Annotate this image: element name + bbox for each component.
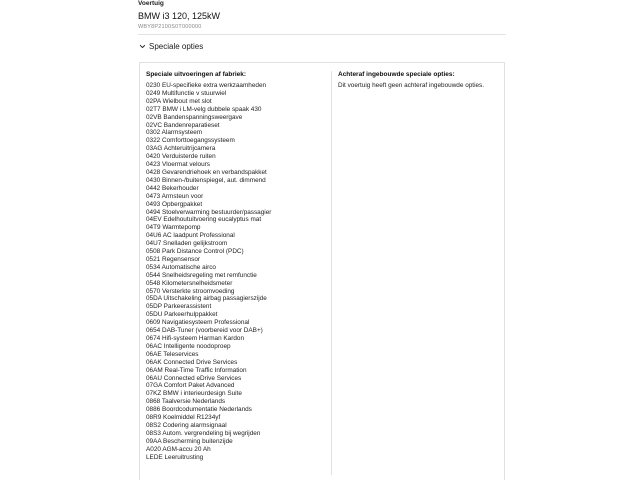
factory-option-item: 09AA Bescherming buitenzijde xyxy=(146,437,233,445)
aftermarket-options-text: Dit voertuig heeft geen achteraf ingebouwde opties. xyxy=(338,82,485,89)
aftermarket-options-title: Achteraf ingebouwde speciale opties: xyxy=(338,71,455,78)
factory-option-item: 04U7 Snelladen gelijkstroom xyxy=(146,240,228,248)
factory-option-item: LEDE Leeruitrusting xyxy=(146,453,204,461)
factory-option-item: 0302 Alarmsysteem xyxy=(146,129,203,137)
factory-option-item: 0654 DAB-Tuner (voorbereid voor DAB+) xyxy=(146,327,263,335)
factory-option-item: 04EV Edelhoutuitvoering eucalyptus mat xyxy=(146,216,262,224)
column-divider xyxy=(331,71,332,475)
factory-option-item: 0548 Kilometersnelheidsmeter xyxy=(146,279,233,287)
factory-option-item: 0230 EU-specifieke extra werkzaamheden xyxy=(146,82,267,89)
factory-option-item: 0494 Stoelverwarming bestuurder/passagier xyxy=(146,208,272,216)
factory-option-item: 0420 Verduisterde ruiten xyxy=(146,153,216,161)
factory-option-item: 0430 Binnen-/buitenspiegel, aut. dimmend xyxy=(146,176,266,184)
factory-option-item: 0570 Versterkte stroomvoeding xyxy=(146,287,235,295)
chevron-down-icon xyxy=(139,43,146,50)
special-options-panel xyxy=(139,62,505,480)
factory-option-item: 07GA Comfort Paket Advanced xyxy=(146,382,235,390)
factory-option-item: 0544 Snelheidsregeling met remfunctie xyxy=(146,271,257,279)
factory-options-list xyxy=(146,82,326,462)
vehicle-title: BMW i3 120, 125kW xyxy=(138,11,221,21)
vehicle-header xyxy=(138,0,506,31)
factory-option-item: 06AU Connected eDrive Services xyxy=(146,374,242,382)
factory-option-item: 04U6 AC laadpunt Professional xyxy=(146,232,235,240)
vehicle-kicker: Voertuig xyxy=(138,0,164,7)
factory-option-item: 0423 Vloermat velours xyxy=(146,161,210,169)
factory-options-column xyxy=(146,71,326,462)
factory-option-item: 06AM Real-Time Traffic Information xyxy=(146,366,247,374)
factory-option-item: 0493 Opbergpakket xyxy=(146,200,203,208)
factory-option-item: 02PA Wielbout met slot xyxy=(146,97,212,105)
aftermarket-options-column xyxy=(338,71,498,90)
factory-option-item: A020 AGM-accu 20 Ah xyxy=(146,445,211,453)
factory-option-item: 0609 Navigatiesysteem Professional xyxy=(146,319,250,327)
factory-option-item: 02VC Bandenreparatieset xyxy=(146,121,220,129)
special-options-title: Speciale opties xyxy=(149,42,204,51)
factory-option-item: 0428 Gevarendriehoek en verbandspakket xyxy=(146,168,267,176)
factory-option-item: 08R9 Koelmiddel R1234yf xyxy=(146,414,221,422)
factory-option-item: 0442 Bekerhouder xyxy=(146,184,199,192)
factory-option-item: 06AK Connected Drive Services xyxy=(146,358,238,366)
factory-option-item: 08S3 Autom. vergrendeling bij wegrijden xyxy=(146,429,261,437)
factory-option-item: 06AE Teleservices xyxy=(146,350,199,358)
factory-option-item: 0249 Multifunctie v stuurwiel xyxy=(146,89,227,97)
factory-option-item: 06AC Intelligente noodoproep xyxy=(146,342,231,350)
factory-option-item: 0534 Automatische airco xyxy=(146,263,216,271)
factory-option-item: 03AG Achteruitrijcamera xyxy=(146,145,216,153)
factory-option-item: 02VB Bandenspanningsweergave xyxy=(146,113,243,121)
factory-option-item: 05DU Parkeerhulppakket xyxy=(146,311,218,319)
factory-option-item: 0521 Regensensor xyxy=(146,255,201,263)
vehicle-vin: WBY8P2100S0T000000 xyxy=(138,24,202,30)
factory-option-item: 0508 Park Distance Control (PDC) xyxy=(146,248,244,256)
factory-option-item: 0473 Armsteun voor xyxy=(146,192,204,200)
special-options-toggle[interactable] xyxy=(139,42,203,51)
factory-option-item: 08S2 Codering alarmsignaal xyxy=(146,421,227,429)
factory-option-item: 02T7 BMW i LM-velg dubbele spaak 430 xyxy=(146,105,262,113)
factory-option-item: 05DP Parkeerassistent xyxy=(146,303,212,311)
factory-option-item: 05DA Uitschakeling airbag passagierszijde xyxy=(146,295,267,303)
factory-option-item: 0886 Boordcodumentatie Nederlands xyxy=(146,406,252,414)
factory-option-item: 04T9 Warmtepomp xyxy=(146,224,201,232)
header-divider xyxy=(138,34,506,35)
factory-option-item: 07KZ BMW i interieurdesign Suite xyxy=(146,390,242,398)
factory-option-item: 0674 Hifi-systeem Harman Kardon xyxy=(146,335,245,342)
factory-option-item: 0868 Taalversie Nederlands xyxy=(146,398,226,406)
factory-options-title: Speciale uitvoeringen af fabriek: xyxy=(146,71,247,78)
factory-option-item: 0322 Comforttoegangssysteem xyxy=(146,137,235,145)
